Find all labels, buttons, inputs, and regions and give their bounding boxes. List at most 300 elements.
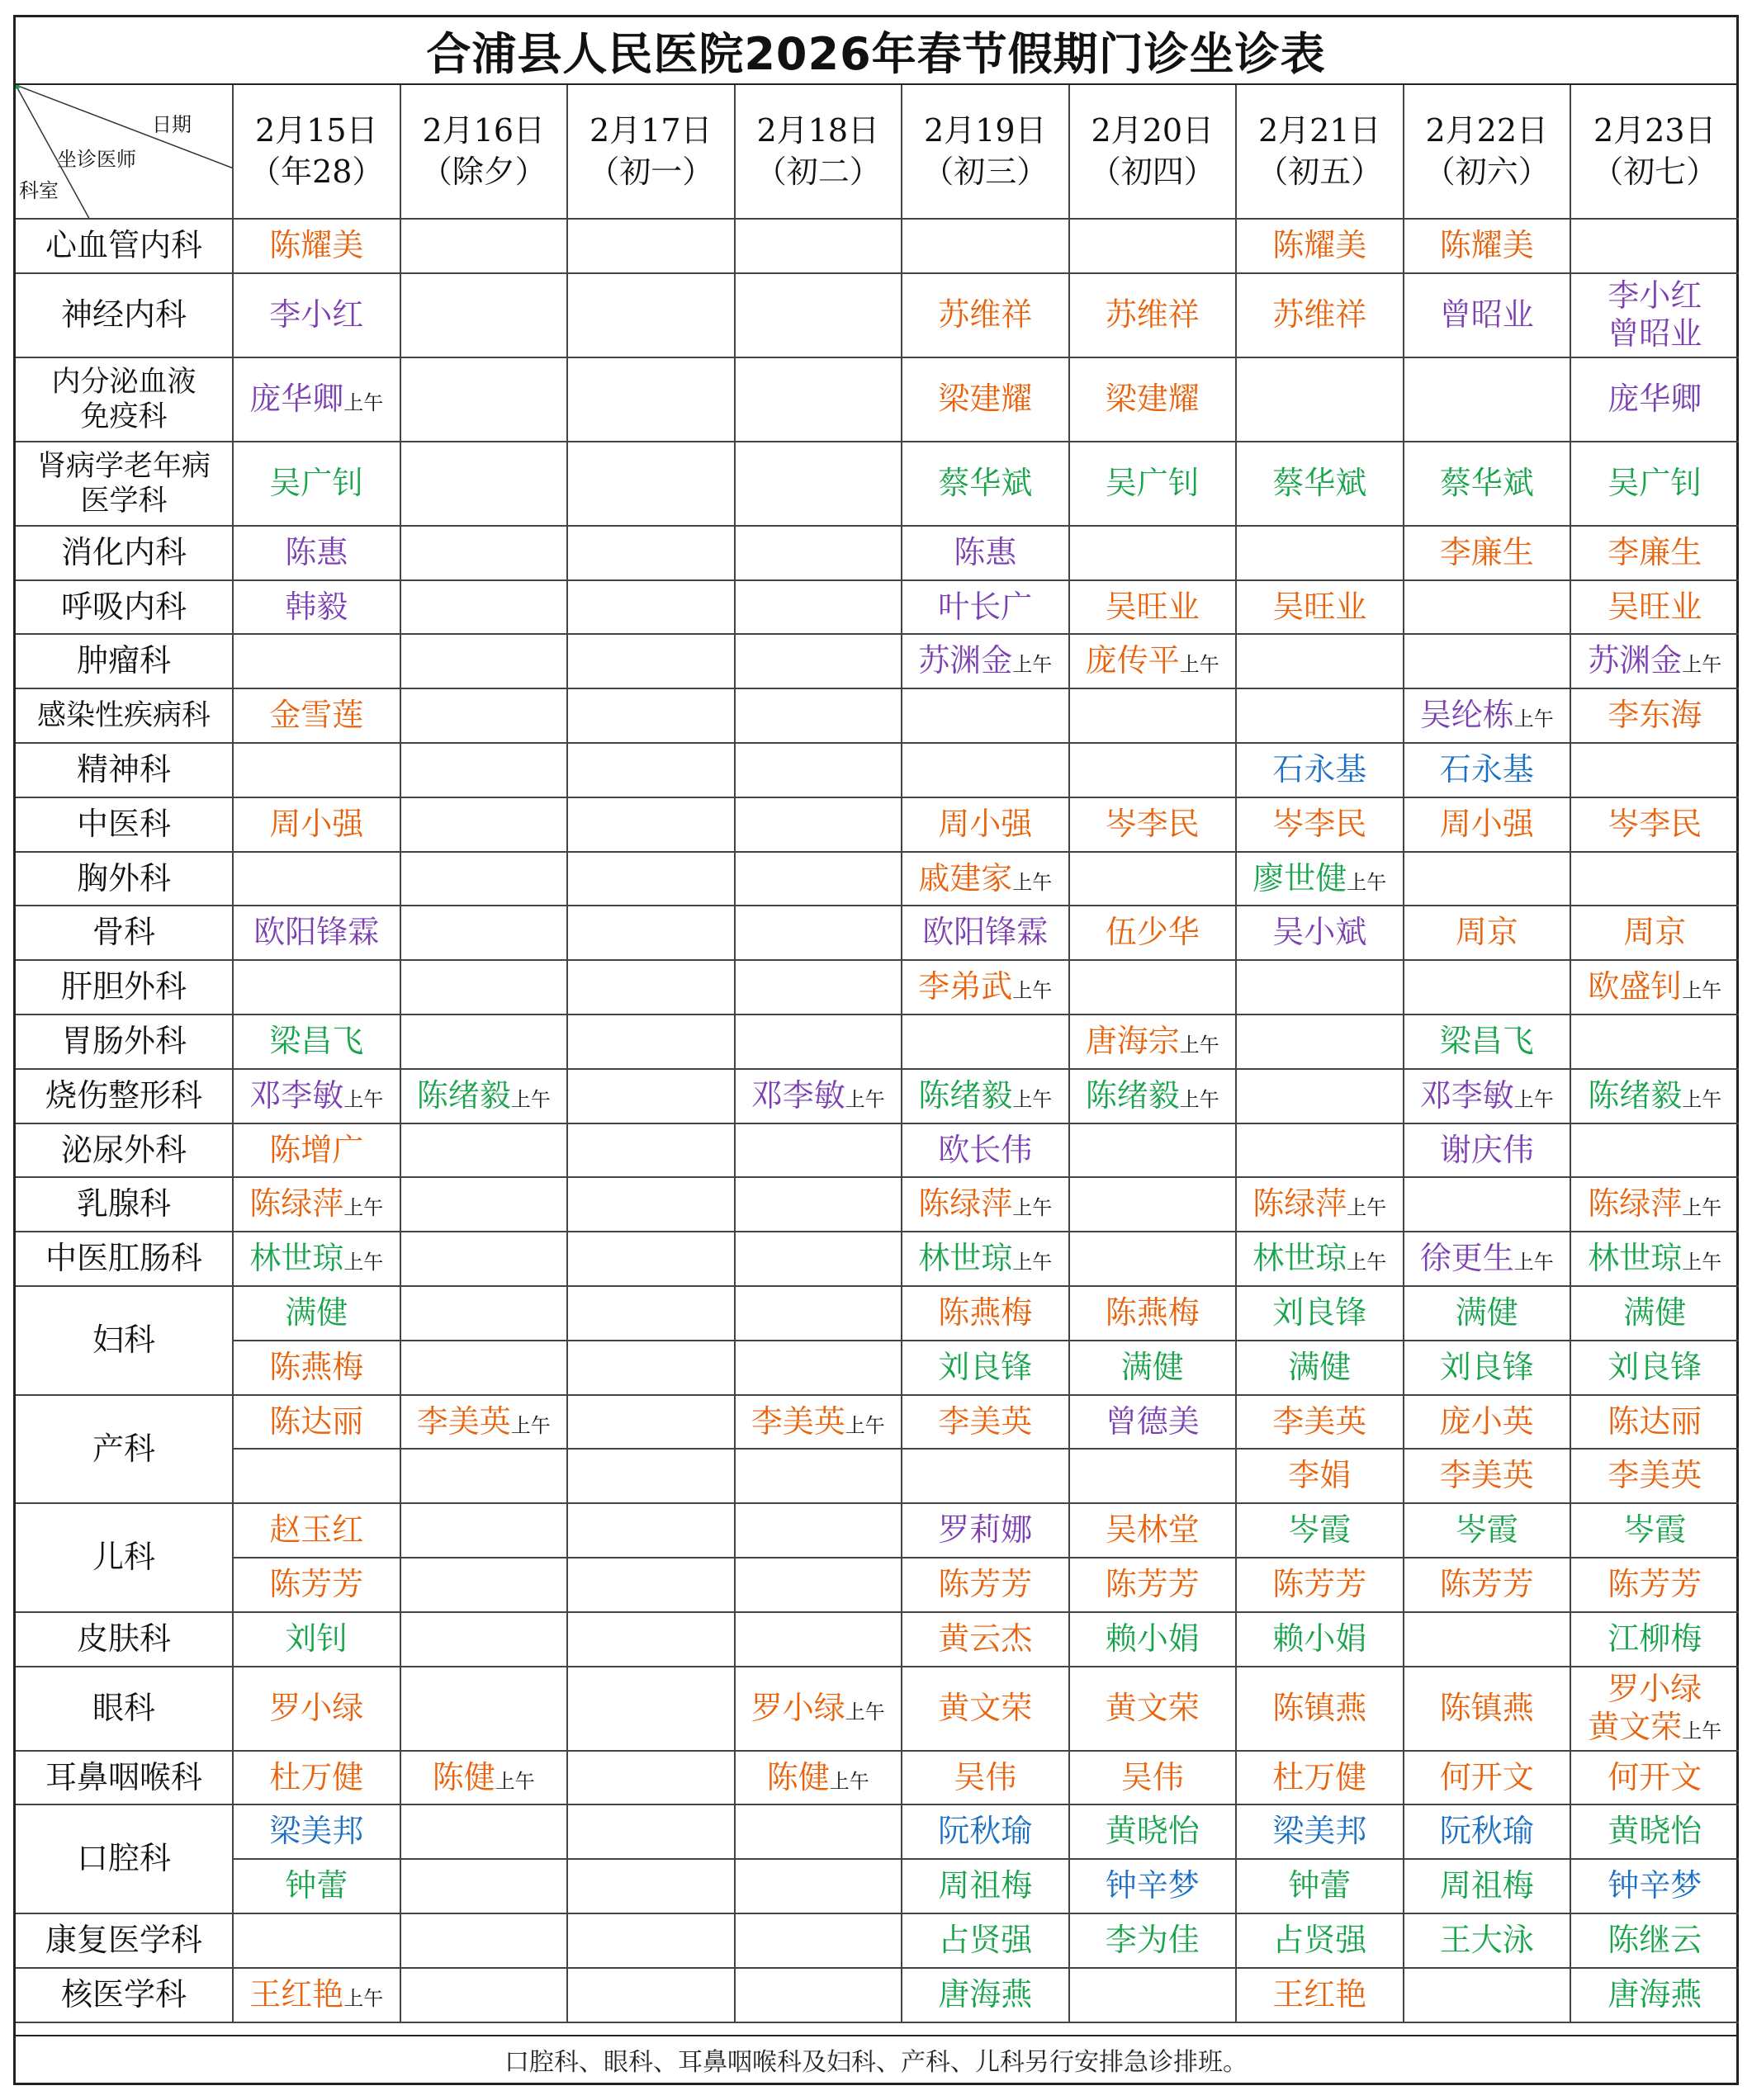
doctor-name-text: 李小红 <box>269 296 364 333</box>
schedule-cell <box>568 581 736 636</box>
schedule-cell <box>1571 1558 1739 1613</box>
schedule-cell <box>234 1396 401 1450</box>
schedule-cell <box>736 1015 903 1070</box>
doctor-name-text: 吴旺业 <box>1608 588 1702 625</box>
doctor-name-text: 阮秋瑜 <box>938 1813 1033 1850</box>
doctor-name <box>1608 315 1702 353</box>
schedule-cell <box>401 1752 569 1806</box>
schedule-sheet <box>13 15 1739 2085</box>
schedule-cell <box>902 1178 1070 1232</box>
schedule-cell <box>1070 1914 1238 1969</box>
department-name-line: 肾病学老年病 <box>36 449 211 483</box>
doctor-name-text: 岑李民 <box>1105 805 1200 842</box>
doctor-name-text: 唐海燕 <box>938 1975 1033 2012</box>
schedule-cell <box>568 1070 736 1124</box>
schedule-cell <box>1404 220 1572 274</box>
schedule-cell <box>736 1070 903 1124</box>
schedule-cell <box>234 1752 401 1806</box>
date-label: 2月16日 <box>422 112 546 149</box>
doctor-name-text: 占贤强 <box>1272 1922 1367 1959</box>
schedule-cell <box>1237 1178 1404 1232</box>
doctor-name-text: 吴林堂 <box>1105 1511 1200 1549</box>
doctor-name-text: 李廉生 <box>1608 533 1702 570</box>
schedule-cell <box>234 274 401 358</box>
doctor-name-text: 岑霞 <box>1623 1511 1687 1549</box>
doctor-name-text: 李娟 <box>1288 1457 1352 1494</box>
doctor-name-text: 陈增广 <box>269 1131 364 1168</box>
doctor-name <box>918 860 1052 898</box>
schedule-cell <box>401 274 569 358</box>
doctor-name <box>1440 751 1534 789</box>
schedule-cell <box>1237 1504 1404 1558</box>
morning-tag: 上午 <box>495 1769 535 1793</box>
doctor-name <box>1608 1922 1702 1960</box>
morning-tag: 上午 <box>1012 1087 1053 1111</box>
doctor-name <box>1106 1511 1200 1549</box>
doctor-name-text: 欧盛钊 <box>1588 968 1683 1005</box>
schedule-cell <box>1070 1860 1238 1914</box>
department-name-line: 胃肠外科 <box>60 1023 187 1060</box>
schedule-cell <box>902 635 1070 689</box>
schedule-cell <box>736 1558 903 1613</box>
doctor-name <box>1608 534 1702 572</box>
doctor-name <box>1623 914 1686 952</box>
doctor-name <box>1106 914 1200 952</box>
schedule-cell <box>234 1232 401 1287</box>
schedule-cell <box>234 1613 401 1667</box>
doctor-name <box>249 1976 383 2014</box>
doctor-name <box>1456 914 1518 952</box>
schedule-cell <box>1237 581 1404 636</box>
doctor-name-text: 梁昌飞 <box>1439 1023 1534 1060</box>
schedule-cell <box>234 1070 401 1124</box>
doctor-name <box>1272 914 1366 952</box>
doctor-name-text: 吴广钊 <box>1608 465 1702 501</box>
doctor-name <box>1086 1077 1219 1115</box>
schedule-cell <box>736 689 903 744</box>
doctor-name <box>1608 806 1702 844</box>
doctor-name-text: 吴纶栋 <box>1419 697 1514 734</box>
doctor-name-text: 陈耀美 <box>1439 227 1534 264</box>
morning-tag: 上午 <box>343 1087 384 1111</box>
schedule-cell <box>234 906 401 961</box>
schedule-cell <box>568 1450 736 1504</box>
schedule-cell <box>568 689 736 744</box>
department-name <box>16 744 234 798</box>
schedule-cell <box>902 581 1070 636</box>
schedule-cell <box>568 442 736 527</box>
doctor-name <box>1440 1349 1534 1387</box>
schedule-cell <box>234 1667 401 1752</box>
schedule-cell <box>234 1914 401 1969</box>
doctor-name <box>1588 1077 1721 1115</box>
doctor-name-text: 满健 <box>1120 1348 1184 1385</box>
schedule-cell <box>401 527 569 581</box>
doctor-name-text: 江柳梅 <box>1608 1620 1702 1657</box>
department-name-line: 眼科 <box>92 1689 155 1726</box>
doctor-name <box>1272 296 1366 334</box>
doctor-name <box>1608 1671 1702 1709</box>
schedule-cell <box>736 1341 903 1396</box>
doctor-name <box>938 1976 1032 2014</box>
schedule-cell <box>1070 442 1238 527</box>
schedule-cell <box>1237 220 1404 274</box>
schedule-cell <box>736 527 903 581</box>
schedule-cell <box>401 1178 569 1232</box>
schedule-cell <box>902 1341 1070 1396</box>
department-name-line: 产科 <box>92 1430 155 1467</box>
doctor-name <box>269 1403 363 1441</box>
doctor-name-text: 钟辛梦 <box>1105 1867 1200 1904</box>
schedule-cell <box>736 1914 903 1969</box>
doctor-name <box>249 1185 383 1223</box>
doctor-name-text: 陈绿萍 <box>918 1185 1013 1223</box>
doctor-name <box>1106 1294 1200 1332</box>
doctor-name <box>1272 1690 1366 1728</box>
morning-tag: 上午 <box>1682 1251 1722 1275</box>
schedule-cell <box>568 1341 736 1396</box>
lunar-date-label: （初五） <box>1257 153 1383 190</box>
doctor-name <box>417 1077 551 1115</box>
doctor-name-text: 黄云杰 <box>938 1620 1033 1657</box>
doctor-name <box>1608 1867 1702 1905</box>
lunar-date-label: （初一） <box>588 153 714 190</box>
doctor-name <box>1623 1511 1686 1549</box>
doctor-name <box>1272 589 1366 627</box>
doctor-name-text: 吴旺业 <box>1105 588 1200 625</box>
doctor-name <box>1608 1620 1702 1658</box>
schedule-cell <box>234 1287 401 1341</box>
doctor-name-text: 李美英 <box>938 1402 1033 1440</box>
doctor-name-text: 蔡华斌 <box>938 465 1033 501</box>
doctor-name-text: 蔡华斌 <box>1439 465 1534 501</box>
department-name <box>16 358 234 442</box>
schedule-cell <box>1070 527 1238 581</box>
doctor-name-text: 吴伟 <box>954 1758 1017 1795</box>
doctor-name <box>918 1077 1052 1115</box>
doctor-name <box>1086 1023 1219 1061</box>
schedule-cell <box>1571 1752 1739 1806</box>
schedule-cell <box>401 1613 569 1667</box>
schedule-cell <box>1404 1287 1572 1341</box>
doctor-name-text: 梁建耀 <box>938 381 1033 417</box>
schedule-cell <box>568 1752 736 1806</box>
department-name <box>16 220 234 274</box>
schedule-cell <box>1404 1124 1572 1179</box>
schedule-cell <box>1070 906 1238 961</box>
doctor-name-text: 曾昭业 <box>1439 296 1534 333</box>
schedule-cell <box>1070 1341 1238 1396</box>
schedule-cell <box>234 1805 401 1860</box>
doctor-name <box>938 381 1032 419</box>
doctor-name <box>1272 806 1366 844</box>
doctor-name <box>1086 642 1219 680</box>
doctor-name <box>1272 1976 1366 2014</box>
doctor-name-text: 李美英 <box>1608 1457 1702 1494</box>
doctor-name-text: 陈绪毅 <box>1588 1076 1683 1114</box>
morning-tag: 上午 <box>1179 653 1219 677</box>
doctor-name <box>1272 465 1366 503</box>
schedule-cell <box>1070 744 1238 798</box>
department-name <box>16 581 234 636</box>
schedule-cell <box>401 1860 569 1914</box>
schedule-cell <box>736 798 903 853</box>
schedule-cell <box>401 853 569 907</box>
doctor-name <box>1440 1403 1534 1441</box>
schedule-cell <box>568 1914 736 1969</box>
doctor-name <box>1608 589 1702 627</box>
date-header <box>1237 85 1404 220</box>
doctor-name <box>1440 1759 1534 1797</box>
doctor-name <box>938 1922 1032 1960</box>
schedule-cell <box>401 744 569 798</box>
doctor-name <box>1456 1294 1518 1332</box>
schedule-cell <box>902 442 1070 527</box>
department-name <box>16 798 234 853</box>
schedule-cell <box>568 1558 736 1613</box>
schedule-cell <box>1237 744 1404 798</box>
date-label: 2月22日 <box>1425 112 1549 149</box>
doctor-name-text: 陈达丽 <box>1608 1402 1702 1440</box>
schedule-cell <box>1571 527 1739 581</box>
doctor-name <box>1608 465 1702 503</box>
doctor-name-text: 戚建家 <box>918 859 1013 896</box>
doctor-name-text: 阮秋瑜 <box>1439 1813 1534 1850</box>
schedule-cell <box>401 1396 569 1450</box>
schedule-cell <box>736 220 903 274</box>
schedule-cell <box>902 853 1070 907</box>
schedule-cell <box>568 220 736 274</box>
schedule-cell <box>736 358 903 442</box>
doctor-name <box>1608 1813 1702 1851</box>
schedule-cell <box>1070 1124 1238 1179</box>
doctor-name <box>1440 534 1534 572</box>
doctor-name <box>938 1867 1032 1905</box>
doctor-name <box>1440 1457 1534 1495</box>
schedule-cell <box>902 1396 1070 1450</box>
schedule-cell <box>736 1752 903 1806</box>
doctor-name <box>1440 1132 1534 1170</box>
doctor-name <box>1456 1511 1518 1549</box>
doctor-name-text: 李小红 <box>1608 277 1702 315</box>
doctor-name <box>751 1077 885 1115</box>
department-name <box>16 906 234 961</box>
schedule-cell <box>902 798 1070 853</box>
schedule-cell <box>902 1752 1070 1806</box>
doctor-name-text: 刘良锋 <box>1439 1348 1534 1385</box>
doctor-name <box>1121 1349 1184 1387</box>
department-name-line: 肝胆外科 <box>60 968 187 1005</box>
doctor-name-text: 李弟武 <box>918 968 1013 1005</box>
doctor-name <box>1106 1922 1200 1960</box>
doctor-name-text: 周祖梅 <box>938 1867 1033 1904</box>
morning-tag: 上午 <box>1682 1196 1722 1220</box>
schedule-cell <box>1571 906 1739 961</box>
date-header <box>1070 85 1238 220</box>
doctor-name <box>1608 1759 1702 1797</box>
schedule-cell <box>736 1860 903 1914</box>
schedule-cell <box>1404 1558 1572 1613</box>
doctor-name <box>269 465 363 503</box>
schedule-cell <box>1571 1124 1739 1179</box>
schedule-cell <box>1070 358 1238 442</box>
schedule-cell <box>568 635 736 689</box>
doctor-name-text: 罗莉娜 <box>938 1511 1033 1549</box>
schedule-cell <box>1070 274 1238 358</box>
schedule-cell <box>1404 1752 1572 1806</box>
schedule-cell <box>1404 1805 1572 1860</box>
date-label: 2月15日 <box>254 112 378 149</box>
department-name <box>16 1805 234 1914</box>
schedule-cell <box>1571 1287 1739 1341</box>
doctor-name-text: 满健 <box>1288 1348 1352 1385</box>
schedule-cell <box>568 1504 736 1558</box>
schedule-cell <box>1571 1341 1739 1396</box>
schedule-cell <box>234 581 401 636</box>
department-name-line: 感染性疾病科 <box>36 699 211 733</box>
schedule-cell <box>1237 1341 1404 1396</box>
doctor-name <box>1608 277 1702 315</box>
department-name <box>16 1287 234 1396</box>
doctor-name-text: 周小强 <box>269 805 364 842</box>
doctor-name-text: 苏渊金 <box>1588 642 1683 679</box>
morning-tag: 上午 <box>1347 870 1387 894</box>
doctor-name <box>1288 1349 1351 1387</box>
doctor-name-text: 赖小娟 <box>1105 1620 1200 1657</box>
doctor-name <box>253 914 379 952</box>
doctor-name-text: 陈惠 <box>285 533 348 570</box>
schedule-cell <box>1571 689 1739 744</box>
schedule-cell <box>1070 1969 1238 2023</box>
department-name <box>16 853 234 907</box>
doctor-name <box>1106 806 1200 844</box>
doctor-name <box>1106 1620 1200 1658</box>
schedule-cell <box>902 961 1070 1015</box>
corner-dept-label: 科室 <box>19 179 59 202</box>
morning-tag: 上午 <box>343 1986 384 2010</box>
schedule-cell <box>1070 1805 1238 1860</box>
doctor-name-text: 钟蕾 <box>285 1867 348 1904</box>
schedule-cell <box>401 798 569 853</box>
schedule-cell <box>568 1667 736 1752</box>
doctor-name-text: 欧长伟 <box>938 1131 1033 1168</box>
schedule-cell <box>902 1558 1070 1613</box>
doctor-name-text: 吴旺业 <box>1272 588 1367 625</box>
schedule-cell <box>902 1124 1070 1179</box>
schedule-cell <box>1571 581 1739 636</box>
morning-tag: 上午 <box>1012 979 1053 1003</box>
department-name <box>16 635 234 689</box>
schedule-cell <box>1237 1667 1404 1752</box>
schedule-cell <box>234 961 401 1015</box>
doctor-name-text: 欧阳锋霖 <box>922 914 1049 951</box>
doctor-name <box>938 1132 1032 1170</box>
doctor-name <box>1440 1813 1534 1851</box>
doctor-name-text: 李为佳 <box>1105 1922 1200 1959</box>
schedule-cell <box>568 1178 736 1232</box>
schedule-cell <box>1237 798 1404 853</box>
schedule-cell <box>902 1070 1070 1124</box>
doctor-name <box>1608 1403 1702 1441</box>
morning-tag: 上午 <box>343 1196 384 1220</box>
doctor-name-text: 石永基 <box>1439 751 1534 788</box>
doctor-name <box>1440 465 1534 503</box>
doctor-name-text: 苏维祥 <box>1105 296 1200 333</box>
doctor-name <box>269 806 363 844</box>
doctor-name-text: 赖小娟 <box>1272 1620 1367 1657</box>
corner-header <box>16 85 234 220</box>
schedule-cell <box>1237 961 1404 1015</box>
morning-tag: 上午 <box>845 1700 885 1724</box>
doctor-name-text: 李美英 <box>416 1402 511 1440</box>
schedule-cell <box>234 1504 401 1558</box>
doctor-name <box>269 697 363 735</box>
schedule-cell <box>1571 1504 1739 1558</box>
department-name <box>16 1752 234 1806</box>
doctor-name-text: 叶长广 <box>938 588 1033 625</box>
schedule-cell <box>1404 581 1572 636</box>
schedule-cell <box>1404 1396 1572 1450</box>
department-name-line: 胸外科 <box>76 859 171 896</box>
morning-tag: 上午 <box>1179 1087 1219 1111</box>
doctor-name <box>249 1077 383 1115</box>
corner-date-label: 日期 <box>152 113 192 136</box>
doctor-name-text: 邓李敏 <box>751 1076 845 1114</box>
doctor-name <box>1272 1922 1366 1960</box>
morning-tag: 上午 <box>343 1251 384 1275</box>
schedule-cell <box>736 1504 903 1558</box>
schedule-cell <box>234 442 401 527</box>
department-name-line: 内分泌血液 <box>51 365 197 399</box>
schedule-cell <box>736 1178 903 1232</box>
doctor-name-text: 陈达丽 <box>269 1402 364 1440</box>
doctor-name <box>1588 1240 1721 1278</box>
doctor-name-text: 陈燕梅 <box>1105 1294 1200 1331</box>
schedule-cell <box>568 1969 736 2023</box>
schedule-cell <box>568 1613 736 1667</box>
doctor-name <box>1608 697 1702 735</box>
schedule-cell <box>568 744 736 798</box>
doctor-name <box>1288 1511 1351 1549</box>
doctor-name <box>767 1759 869 1797</box>
department-name-line: 免疫科 <box>80 400 168 433</box>
schedule-cell <box>902 1613 1070 1667</box>
doctor-name-text: 王红艳 <box>249 1975 344 2012</box>
doctor-name-text: 林世琼 <box>249 1240 344 1277</box>
schedule-cell <box>736 1396 903 1450</box>
doctor-name-text: 岑李民 <box>1608 805 1702 842</box>
schedule-cell <box>902 220 1070 274</box>
schedule-cell <box>736 1805 903 1860</box>
schedule-cell <box>1571 853 1739 907</box>
schedule-cell <box>1237 1287 1404 1341</box>
schedule-cell <box>1404 853 1572 907</box>
schedule-cell <box>1404 798 1572 853</box>
doctor-name <box>751 1403 885 1441</box>
schedule-cell <box>1237 1015 1404 1070</box>
morning-tag: 上午 <box>1513 707 1554 731</box>
schedule-cell <box>1404 274 1572 358</box>
department-name-line: 乳腺科 <box>76 1185 171 1223</box>
schedule-cell <box>1571 1667 1739 1752</box>
department-name <box>16 274 234 358</box>
schedule-cell <box>401 1504 569 1558</box>
schedule-cell <box>568 1232 736 1287</box>
schedule-cell <box>568 527 736 581</box>
doctor-name-text: 邓李敏 <box>249 1076 344 1114</box>
doctor-name-text: 陈继云 <box>1608 1922 1702 1959</box>
doctor-name-text: 庞小英 <box>1439 1402 1534 1440</box>
